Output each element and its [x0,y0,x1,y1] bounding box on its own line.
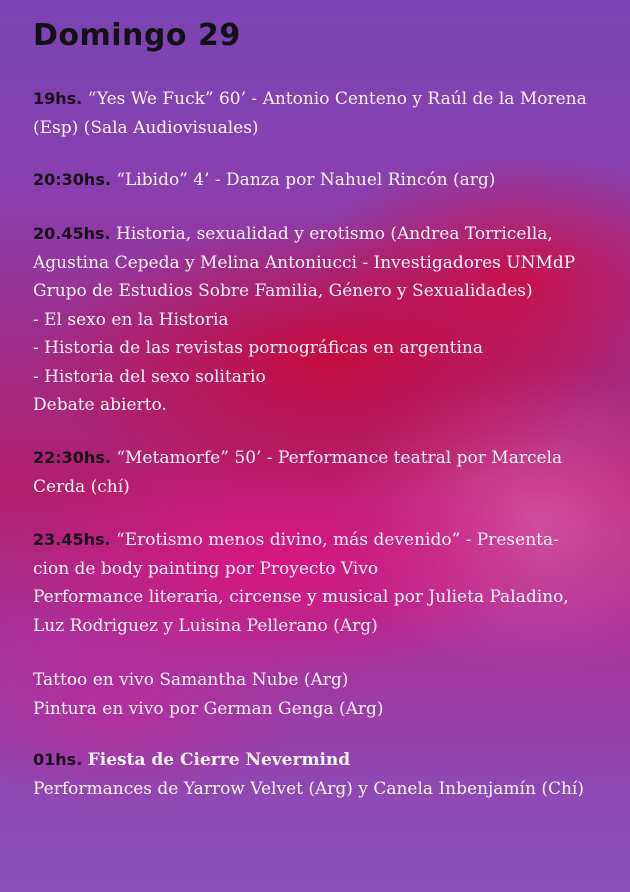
event-time: 19hs. [33,89,83,108]
event-text: cion de body painting por Proyecto Vivo [33,558,379,579]
event-text: Performance literaria, circense y musical por Julieta Paladino, [33,587,569,607]
event-time: 23.45hs. [33,530,111,549]
event-text: “Yes We Fuck” 60’ - Antonio Centeno y Raúl de la Morena [87,89,587,109]
event-time: 20:30hs. [33,170,111,189]
event-block-0100 [33,746,618,803]
page-title: Domingo 29 [33,18,241,53]
event-time: 01hs. [33,750,83,769]
event-text: (Esp) (Sala Audiovisuales) [33,117,259,138]
event-text: “Libido” 4’ - Danza por Nahuel Rincón (arg) [116,170,496,190]
event-text: “Erotismo menos divino, más devenido” - Presenta- [116,530,559,550]
event-text: Tattoo en vivo Samantha Nube (Arg) [33,670,349,690]
event-time: 20.45hs. [33,224,111,243]
event-text: Grupo de Estudios Sobre Familia, Género y Sexualidades) [33,281,533,301]
event-text: “Metamorfe” 50’ - Performance teatral por Marcela [116,448,563,468]
event-block-2045 [33,220,618,420]
event-text: Pintura en vivo por German Genga (Arg) [33,698,384,719]
event-title: Fiesta de Cierre Nevermind [87,750,351,770]
event-block-live-art [33,666,618,723]
event-block-2345 [33,526,618,640]
event-text: - El sexo en la Historia [33,309,229,330]
event-block-2230 [33,444,618,501]
event-time: 22:30hs. [33,448,111,467]
event-text: Historia, sexualidad y erotismo (Andrea Torricella, [116,224,553,244]
event-text: - Historia del sexo solitario [33,366,266,387]
event-text: Performances de Yarrow Velvet (Arg) y Canela Inbenjamín (Chí) [33,778,584,799]
event-block-2030 [33,166,618,195]
event-text: Agustina Cepeda y Melina Antoniucci - Investigadores UNMdP [33,252,576,273]
event-text: Cerda (chí) [33,476,130,497]
event-block-1900 [33,85,618,142]
event-text: Luz Rodriguez y Luisina Pellerano (Arg) [33,615,378,636]
event-text: Debate abierto. [33,395,167,415]
event-text: - Historia de las revistas pornográficas en argentina [33,338,484,358]
